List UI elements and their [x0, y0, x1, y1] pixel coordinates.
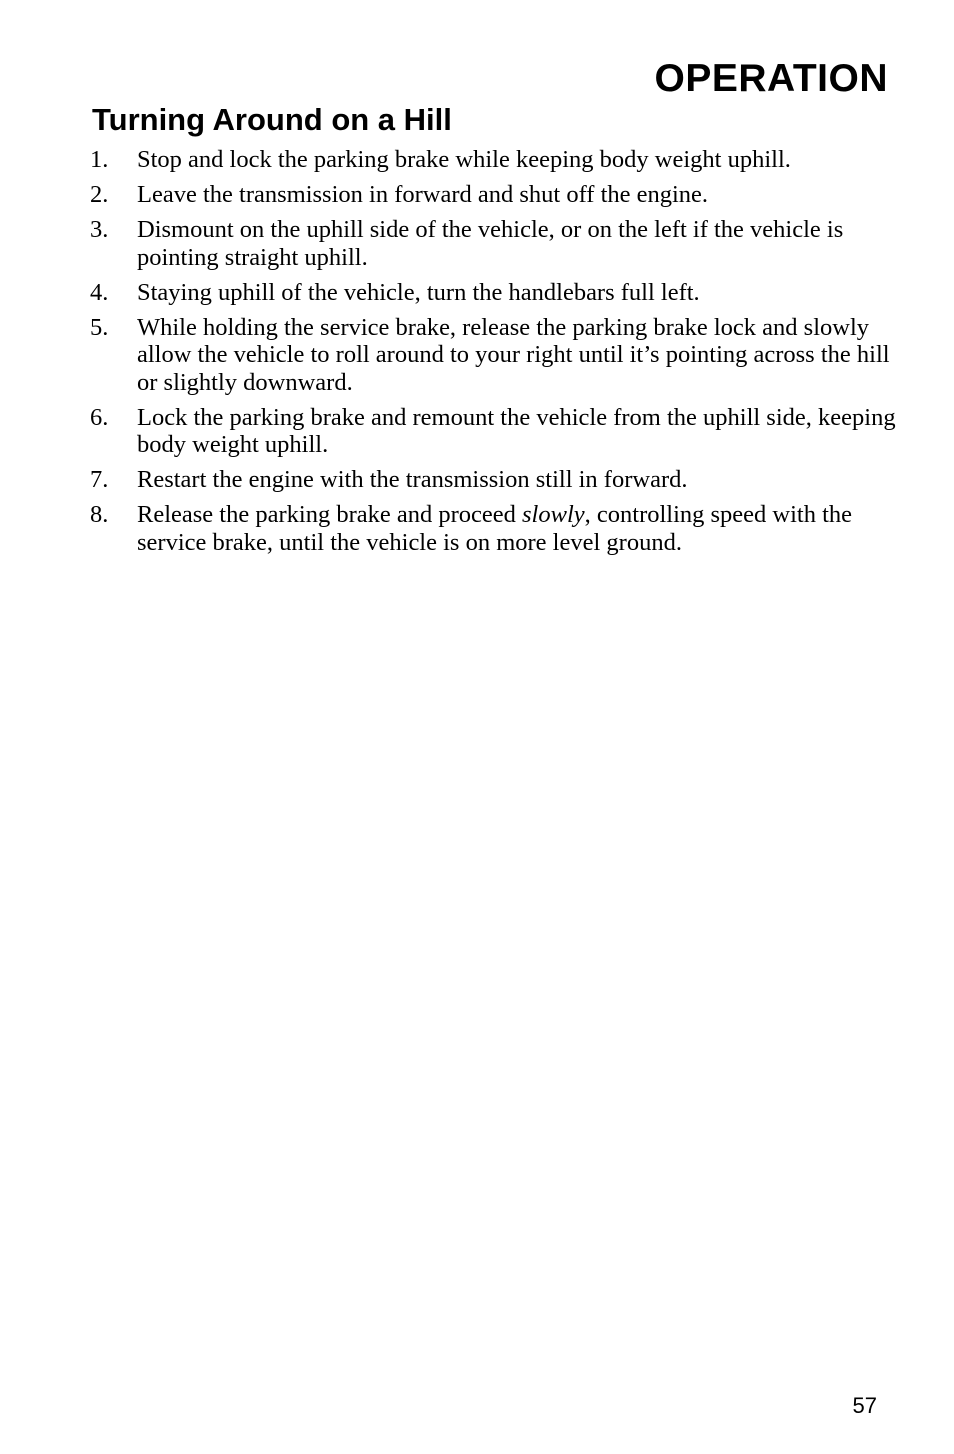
list-item-step-2 — [90, 181, 900, 209]
list-item-step-7 — [90, 466, 900, 494]
page-title: Turning Around on a Hill — [92, 102, 452, 137]
list-item-step-5 — [90, 314, 900, 397]
page-number: 57 — [852, 1393, 877, 1418]
step-number: 6. — [90, 403, 109, 431]
step-number: 4. — [90, 278, 109, 306]
step-text: Stop and lock the parking brake while keeping body weight uphill. — [137, 146, 791, 173]
step-text — [137, 501, 900, 556]
steps-list — [90, 146, 900, 564]
step-text: Leave the transmission in forward and shut off the engine. — [137, 181, 709, 208]
step-text-before: Release the parking brake and proceed — [137, 501, 523, 528]
step-text: Lock the parking brake and remount the vehicle from the uphill side, keeping body weight uphill. — [137, 403, 896, 458]
list-item-step-3 — [90, 216, 900, 271]
list-item-step-6 — [90, 404, 900, 459]
step-text-after: , controlling speed with the service brake, until the vehicle is on more level ground. — [137, 501, 853, 556]
section-header: OPERATION — [654, 57, 888, 100]
step-number: 2. — [90, 181, 109, 208]
step-text-emphasis: slowly — [522, 501, 585, 528]
step-text: Dismount on the uphill side of the vehicle, or on the left if the vehicle is pointing straight uphill. — [137, 216, 844, 271]
step-number: 5. — [90, 313, 109, 341]
step-number: 7. — [90, 466, 109, 493]
step-text: While holding the service brake, release the parking brake lock and slowly allow the vehicle to roll around to your right until it’s pointing across the hill or slightly downward. — [137, 313, 890, 396]
list-item-step-4 — [90, 279, 900, 307]
step-text: Staying uphill of the vehicle, turn the handlebars full left. — [137, 278, 700, 306]
step-number: 1. — [90, 146, 109, 173]
step-text: Restart the engine with the transmission still in forward. — [137, 466, 688, 493]
list-item-step-8 — [90, 501, 900, 556]
list-item-step-1 — [90, 146, 900, 174]
step-number: 3. — [90, 216, 109, 243]
step-number: 8. — [90, 501, 109, 528]
